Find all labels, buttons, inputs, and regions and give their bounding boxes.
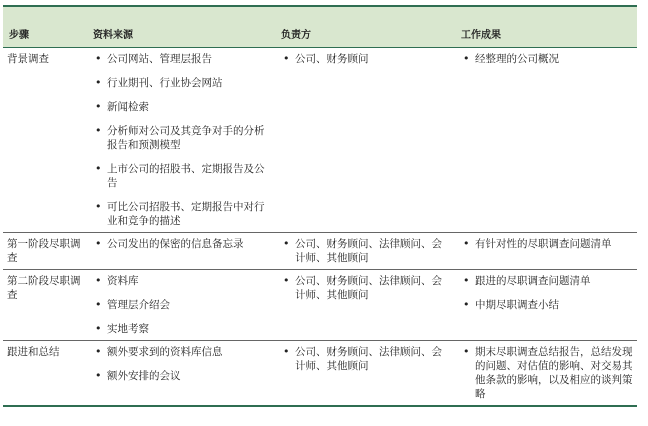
table-row xyxy=(3,233,637,270)
list-item: • 经整理的公司概况 xyxy=(461,52,633,66)
list-item: • 额外安排的会议 xyxy=(93,369,271,383)
list-item: • 公司、财务顾问、法律顾问、会计师、其他顾问 xyxy=(281,274,451,302)
list-item: • 新闻检索 xyxy=(93,100,271,114)
list-item: • 公司网站、管理层报告 xyxy=(93,52,271,66)
list-item: • 中期尽职调查小结 xyxy=(461,298,633,312)
due-diligence-table xyxy=(3,5,637,407)
list-item: • 可比公司招股书、定期报告中对行业和竞争的描述 xyxy=(93,200,271,228)
header-owner-label: 负责方 xyxy=(281,30,311,41)
list-item: • 管理层介绍会 xyxy=(93,298,271,312)
list-item: • 上市公司的招股书、定期报告及公告 xyxy=(93,162,271,190)
list-item: • 行业期刊、行业协会网站 xyxy=(93,76,271,90)
outputs-cell xyxy=(455,341,637,407)
outputs-cell xyxy=(455,48,637,233)
step-cell: 跟进和总结 xyxy=(3,341,87,407)
step-cell: 第一阶段尽职调查 xyxy=(3,233,87,270)
list-item: • 跟进的尽职调查问题清单 xyxy=(461,274,633,288)
list-item: • 有针对性的尽职调查问题清单 xyxy=(461,237,633,251)
table-header xyxy=(3,6,637,48)
owners-cell xyxy=(275,48,455,233)
owners-cell xyxy=(275,270,455,341)
header-step-label: 步骤 xyxy=(9,30,29,41)
list-item: • 公司、财务顾问、法律顾问、会计师、其他顾问 xyxy=(281,345,451,373)
list-item: • 期末尽职调查总结报告，总结发现的问题、对估值的影响、对交易其他条款的影响，以及相应的谈判策略 xyxy=(461,345,633,401)
list-item: • 实地考察 xyxy=(93,322,271,336)
sources-cell xyxy=(87,233,275,270)
outputs-cell xyxy=(455,270,637,341)
step-cell: 背景调查 xyxy=(3,48,87,233)
header-output xyxy=(455,6,637,48)
step-cell: 第二阶段尽职调查 xyxy=(3,270,87,341)
table-row xyxy=(3,48,637,233)
list-item: • 分析师对公司及其竞争对手的分析报告和预测模型 xyxy=(93,124,271,152)
list-item: • 公司发出的保密的信息备忘录 xyxy=(93,237,271,251)
owners-cell xyxy=(275,341,455,407)
header-step xyxy=(3,6,87,48)
list-item: • 公司、财务顾问、法律顾问、会计师、其他顾问 xyxy=(281,237,451,265)
sources-cell xyxy=(87,270,275,341)
sources-cell xyxy=(87,48,275,233)
table-row xyxy=(3,270,637,341)
header-source-label: 资料来源 xyxy=(93,30,133,41)
list-item: • 额外要求到的资料库信息 xyxy=(93,345,271,359)
list-item: • 公司、财务顾问 xyxy=(281,52,451,66)
header-owner xyxy=(275,6,455,48)
owners-cell xyxy=(275,233,455,270)
header-output-label: 工作成果 xyxy=(461,30,501,41)
sources-cell xyxy=(87,341,275,407)
table-row xyxy=(3,341,637,407)
header-source xyxy=(87,6,275,48)
outputs-cell xyxy=(455,233,637,270)
list-item: • 资料库 xyxy=(93,274,271,288)
